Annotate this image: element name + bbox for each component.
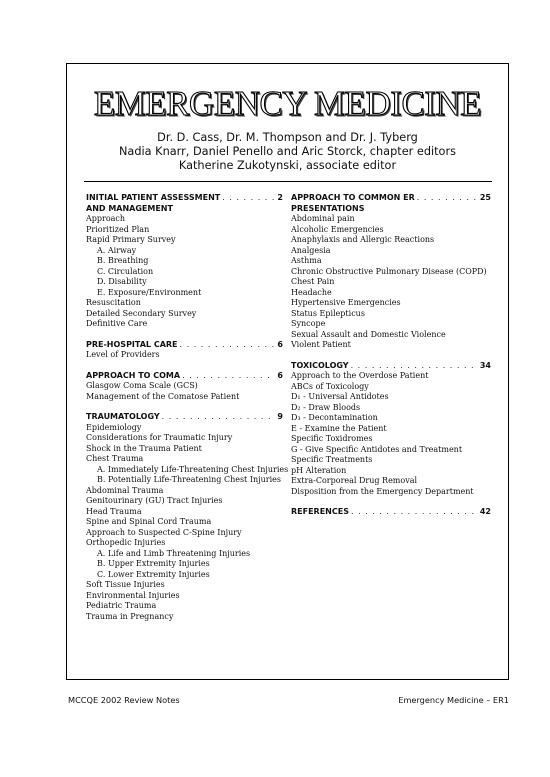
section-heading <box>86 193 283 204</box>
section-gap <box>86 361 283 371</box>
page-frame <box>66 63 509 680</box>
toc-subitem: A. Immediately Life-Threatening Chest Injuries <box>97 464 289 474</box>
toc-item: Hypertensive Emergencies <box>291 298 401 307</box>
section-heading <box>291 193 491 204</box>
toc-item: Chest Trauma <box>86 454 144 463</box>
toc-left-column <box>86 193 289 622</box>
section-page-number: 9 <box>277 412 283 421</box>
dot-leader <box>162 412 276 423</box>
section-gap <box>291 351 491 361</box>
toc-subitem: A. Life and Limb Threatening Injuries <box>97 548 251 558</box>
toc-item: Approach to Suspected C-Spine Injury <box>86 527 242 537</box>
toc-item: Glasgow Coma Scale (GCS) <box>86 381 198 390</box>
toc-item: Management of the Comatose Patient <box>86 391 240 401</box>
toc-subitem: B. Breathing <box>97 256 149 265</box>
section-heading <box>86 371 283 382</box>
section-heading-label: REFERENCES <box>291 507 349 516</box>
dot-leader <box>222 193 275 204</box>
toc-item: Status Epilepticus <box>291 308 365 318</box>
section-heading <box>86 340 283 351</box>
toc-item: Orthopedic Injuries <box>86 538 166 547</box>
toc-item: Specific Toxidromes <box>291 434 373 443</box>
toc-item: Asthma <box>291 256 322 265</box>
toc-item: G - Give Specific Antidotes and Treatment <box>291 444 463 454</box>
toc-item: Prioritized Plan <box>86 224 150 234</box>
editors-line: Nadia Knarr, Daniel Penello and Aric Storck, chapter editors <box>118 145 457 158</box>
section-heading-label: APPROACH TO COMMON ER <box>291 193 415 202</box>
toc-subitem: B. Upper Extremity Injuries <box>97 559 210 568</box>
toc-item: Analgesia <box>291 245 331 255</box>
toc-subitem: C. Lower Extremity Injuries <box>97 569 210 579</box>
toc-item: Pediatric Trauma <box>86 601 157 610</box>
toc-subitem: C. Circulation <box>97 266 154 276</box>
section-gap <box>86 402 283 412</box>
toc-item: Headache <box>291 287 332 297</box>
toc-subitem: A. Airway <box>97 245 137 255</box>
toc-item: Chest Pain <box>291 277 335 286</box>
toc-item: Resuscitation <box>86 298 141 307</box>
section-page-number: 42 <box>479 507 491 516</box>
dot-leader <box>351 507 478 518</box>
section-heading-continued: PRESENTATIONS <box>291 203 365 213</box>
toc-item: D₁ - Universal Antidotes <box>291 392 389 401</box>
toc-item: Trauma in Pregnancy <box>86 611 174 621</box>
section-heading-label: INITIAL PATIENT ASSESSMENT <box>86 193 221 202</box>
toc-item: pH Alteration <box>291 465 347 475</box>
toc-item: D₂ - Draw Bloods <box>291 402 361 412</box>
toc-item: Approach to the Overdose Patient <box>291 371 429 380</box>
section-heading-continued: AND MANAGEMENT <box>86 203 173 213</box>
section-page-number: 34 <box>479 360 491 370</box>
toc-subitem: E. Exposure/Environment <box>97 287 202 297</box>
toc-item: Alcoholic Emergencies <box>291 224 384 234</box>
toc-item: Level of Providers <box>86 350 160 359</box>
author-block <box>67 131 508 173</box>
toc-item: Specific Treatments <box>291 455 373 464</box>
toc-right-column <box>291 193 491 518</box>
dot-leader <box>182 371 275 382</box>
authors-line: Dr. D. Cass, Dr. M. Thompson and Dr. J. Tyberg <box>157 131 418 144</box>
dot-leader <box>417 193 478 204</box>
toc-item: Epidemiology <box>86 422 142 432</box>
toc-item: Chronic Obstructive Pulmonary Disease (COPD) <box>291 266 487 276</box>
footer-left: MCCQE 2002 Review Notes <box>68 695 180 705</box>
dot-leader <box>180 340 276 351</box>
toc-item: Rapid Primary Survey <box>86 235 176 244</box>
toc-subitem: D. Disability <box>97 277 147 286</box>
footer-right: Emergency Medicine – ER1 <box>398 695 509 705</box>
section-page-number: 6 <box>277 339 283 349</box>
toc-item: Spine and Spinal Cord Trauma <box>86 517 212 526</box>
toc-item: Disposition from the Emergency Department <box>291 486 474 496</box>
section-gap <box>291 497 491 507</box>
title-rule <box>84 181 492 182</box>
section-heading-label: TOXICOLOGY <box>291 360 349 370</box>
toc-item: Environmental Injuries <box>86 590 180 600</box>
toc-item: Abdominal pain <box>291 214 355 223</box>
toc-item: Head Trauma <box>86 506 142 516</box>
toc-item: Shock in the Trauma Patient <box>86 443 202 453</box>
section-page-number: 6 <box>277 370 283 380</box>
toc-item: Approach <box>86 214 126 223</box>
dot-leader <box>351 361 478 372</box>
section-heading <box>86 412 283 423</box>
section-heading <box>291 361 491 372</box>
toc-item: Syncope <box>291 319 326 328</box>
section-heading-label: TRAUMATOLOGY <box>86 412 160 421</box>
toc-item: Considerations for Traumatic Injury <box>86 433 233 442</box>
toc-item: Definitive Care <box>86 319 148 328</box>
section-heading <box>291 507 491 518</box>
toc-item: Sexual Assault and Domestic Violence <box>291 329 446 339</box>
toc-item: D₃ - Decontamination <box>291 413 378 422</box>
toc-subitem: B. Potentially Life-Threatening Chest Injuries <box>97 475 281 484</box>
section-page-number: 25 <box>479 193 491 202</box>
section-heading-label: APPROACH TO COMA <box>86 370 181 380</box>
section-page-number: 2 <box>277 193 283 202</box>
toc-item: Detailed Secondary Survey <box>86 308 197 318</box>
toc-item: ABCs of Toxicology <box>291 381 369 391</box>
toc-item: Abdominal Trauma <box>86 485 164 495</box>
chapter-title: EMERGENCY MEDICINE <box>93 84 482 123</box>
toc-item: Violent Patient <box>291 340 351 349</box>
section-heading-label: PRE-HOSPITAL CARE <box>86 339 178 349</box>
toc-item: Genitourinary (GU) Tract Injuries <box>86 496 223 505</box>
toc-item: Extra-Corporeal Drug Removal <box>291 476 418 485</box>
toc-item: E - Examine the Patient <box>291 423 387 433</box>
toc-item: Soft Tissue Injuries <box>86 580 165 589</box>
associate-editor-line: Katherine Zukotynski, associate editor <box>178 159 397 172</box>
section-gap <box>86 330 283 340</box>
toc-item: Anaphylaxis and Allergic Reactions <box>291 235 435 244</box>
